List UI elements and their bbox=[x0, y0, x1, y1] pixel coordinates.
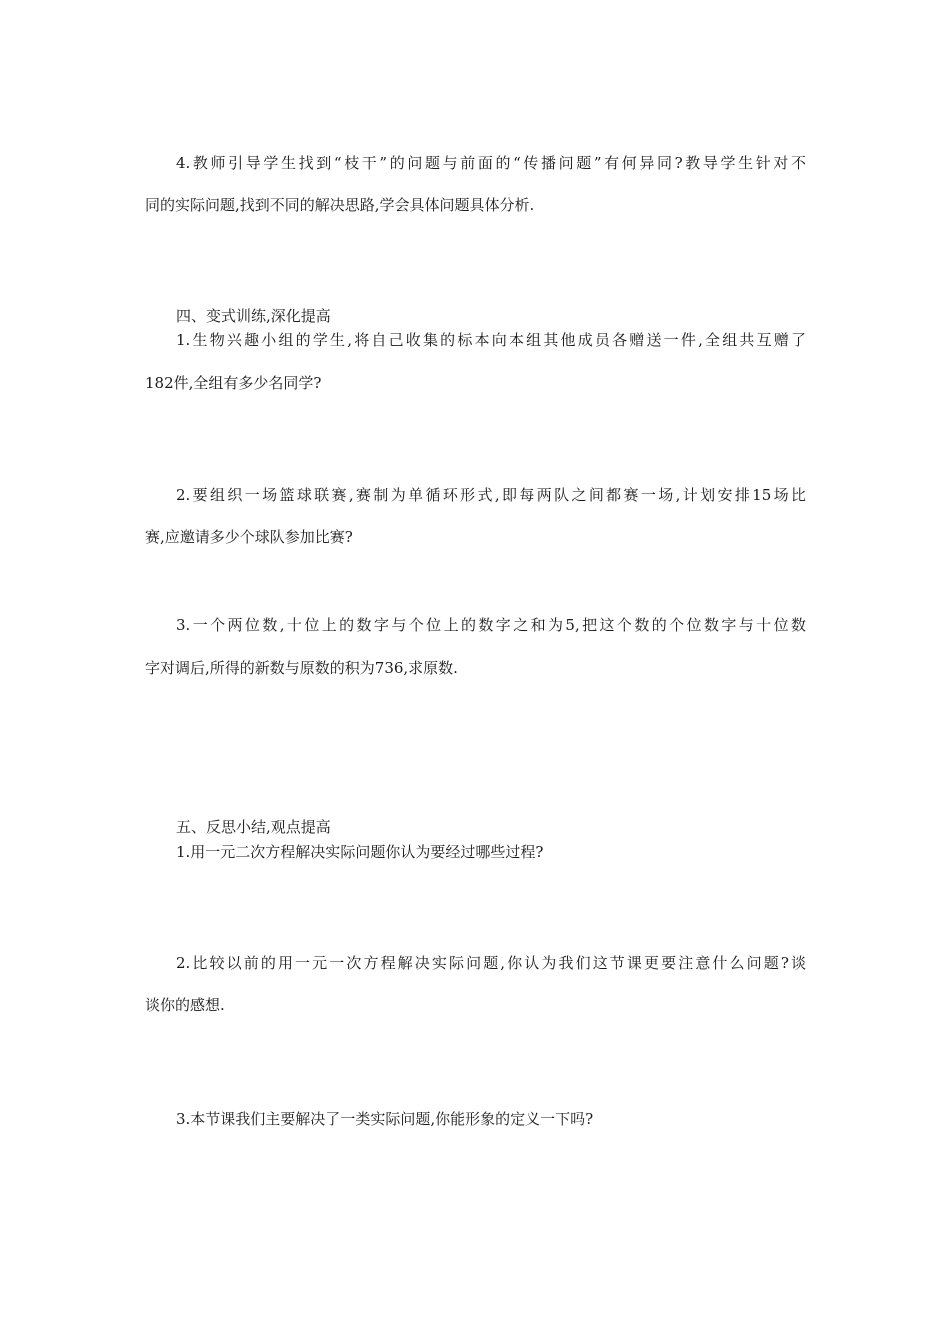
section-four-item2-line1: 2.要组织一场篮球联赛,赛制为单循环形式,即每两队之间都赛一场,计划安排15场比 bbox=[176, 486, 806, 504]
section-five-item2-line2: 谈你的感想. bbox=[145, 996, 225, 1014]
section-four-item3-line1: 3.一个两位数,十位上的数字与个位上的数字之和为5,把这个数的个位数字与十位数 bbox=[176, 616, 806, 634]
section-four-item1-line1: 1.生物兴趣小组的学生,将自己收集的标本向本组其他成员各赠送一件,全组共互赠了 bbox=[176, 331, 806, 349]
section-four-item2-line2: 赛,应邀请多少个球队参加比赛? bbox=[145, 528, 353, 546]
item4-text-line1: 4.教师引导学生找到“枝干”的问题与前面的“传播问题”有何异同?教导学生针对不 bbox=[176, 154, 806, 172]
section-four-item1-line2: 182件,全组有多少名同学? bbox=[145, 374, 322, 392]
section-five-item1-line1: 1.用一元二次方程解决实际问题你认为要经过哪些过程? bbox=[176, 843, 544, 861]
section-five-item3-line1: 3.本节课我们主要解决了一类实际问题,你能形象的定义一下吗? bbox=[176, 1110, 594, 1128]
section-five-item2-line1: 2.比较以前的用一元一次方程解决实际问题,你认为我们这节课更要注意什么问题?谈 bbox=[176, 954, 806, 972]
item4-text-line2: 同的实际问题,找到不同的解决思路,学会具体问题具体分析. bbox=[145, 196, 535, 214]
section-four-heading: 四、变式训练,深化提高 bbox=[176, 307, 331, 325]
section-four-item3-line2: 字对调后,所得的新数与原数的积为736,求原数. bbox=[145, 659, 458, 677]
section-five-heading: 五、反思小结,观点提高 bbox=[176, 818, 331, 836]
